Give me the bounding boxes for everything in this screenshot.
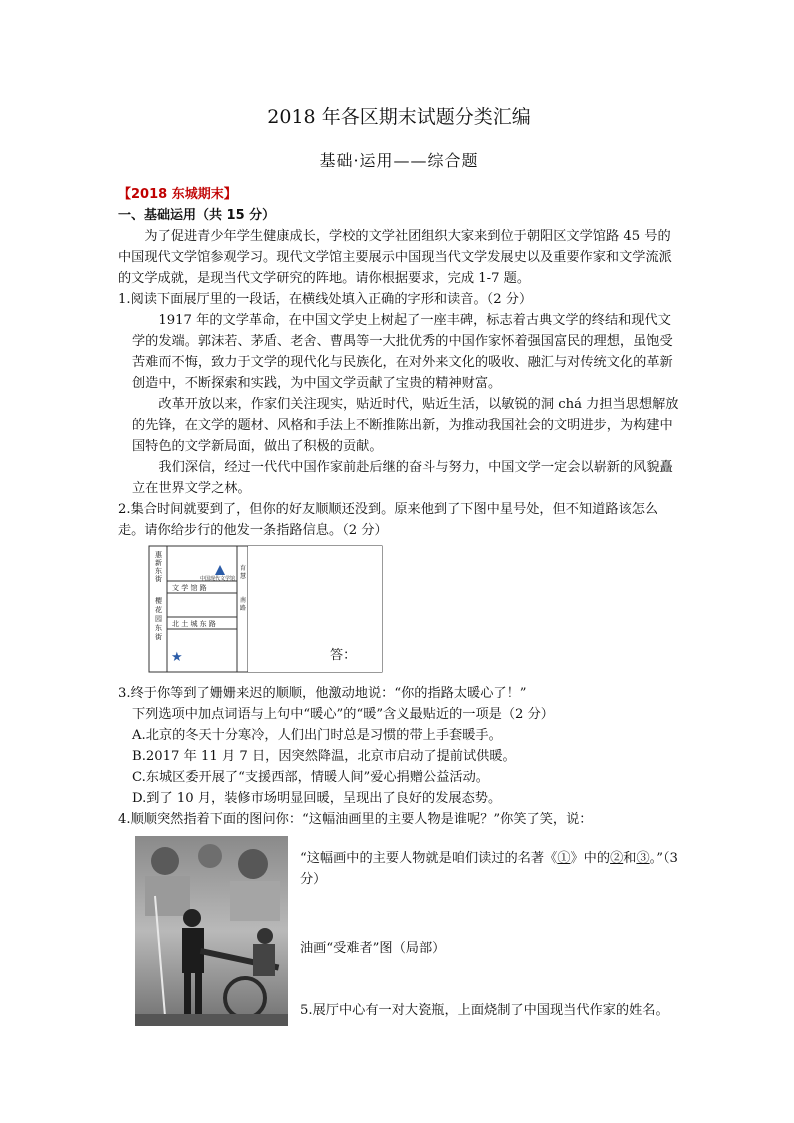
- option-d: D.到了 10 月，装修市场明显回暖，呈现出了良好的发展态势。: [132, 791, 502, 806]
- map-street-char: 园: [155, 615, 162, 623]
- option-a: A.北京的冬天十分寒冷，人们出门时总是习惯的带上手套暖手。: [132, 728, 502, 743]
- painting-illustration: [135, 836, 288, 1026]
- map-street-char: 新: [155, 559, 162, 567]
- question-3-stem-2: 下列选项中加点词语与上句中“暖心”的“暖”含义最贴近的一项是（2 分）: [132, 707, 554, 722]
- oil-painting-image: [135, 836, 288, 1026]
- answer-part-d: 。”（3 分）: [300, 851, 678, 887]
- blank-3: ③: [636, 851, 650, 866]
- map-street-char: 樱: [155, 597, 162, 605]
- document-page: [118, 104, 680, 1026]
- answer-part-a: “这幅画中的主要人物就是咱们读过的名著《: [300, 851, 558, 866]
- question-1-stem: 1.阅读下面展厅里的一段话，在横线处填入正确的字形和读音。（2 分）: [118, 292, 533, 307]
- answer-part-b: 》中的: [570, 851, 611, 866]
- answer-label: 答：: [330, 648, 357, 663]
- question-2-stem: 2.集合时间就要到了，但你的好友顺顺还没到。原来他到了下图中星号处，但不知道路该怎么走。请你给步行的他发一条指路信息。（2 分）: [118, 502, 659, 538]
- question-4-stem: 4.顺顺突然指着下面的图问你：“这幅油画里的主要人物是谁呢？”你笑了笑，说：: [118, 812, 593, 827]
- q1-paragraph-3: 我们深信，经过一代代中国作家前赴后继的奋斗与努力，中国文学一定会以崭新的风貌矗立在世界文学之林。: [132, 460, 673, 496]
- figure-row: [118, 836, 680, 1026]
- left-street-label-1: [155, 550, 163, 583]
- q1-paragraph-2: 改革开放以来，作家们关注现实，贴近时代，贴近生活，以敏锐的洞 chá 力担当思想解放的先锋，在文学的题材、风格和手法上不断推陈出新，为推动我国社会的文明进步，为构建中国特色的文学新局面，做出了积极的贡献。: [132, 397, 679, 454]
- road-bottom-label: 北 土 城 东 路: [172, 620, 216, 628]
- answer-part-c: 和: [623, 851, 637, 866]
- map-street-char: 育: [240, 565, 247, 572]
- map-street-char: 花: [155, 606, 162, 614]
- star-location-icon: ★: [171, 650, 183, 665]
- option-c: C.东城区委开展了“支援西部，情暖人间”爱心捐赠公益活动。: [132, 770, 489, 785]
- q1-paragraph-1: 1917 年的文学革命，在中国文学史上树起了一座丰碑，标志着古典文学的终结和现代文学的发端。郭沫若、茅盾、老舍、曹禺等一大批优秀的中国作家怀着强国富民的理想，虽饱受苦难而不悔，致力于文学的现代化与民族化，在对外来文化的吸收、融汇与对传统文化的革新创造中，不断探索和实践，为中国文学贡献了宝贵的精神财富。: [132, 313, 673, 391]
- map-row: [118, 545, 680, 675]
- map-street-char: 南: [240, 597, 247, 604]
- figure-caption: 油画“受难者”图（局部）: [300, 941, 446, 956]
- map-street-char: 东: [155, 624, 162, 632]
- section-heading: 一、基础运用（共 15 分）: [118, 208, 276, 223]
- page-subtitle: 基础·运用——综合题: [319, 151, 479, 170]
- region-label: 【2018 东城期末】: [118, 187, 237, 202]
- map-street-char: 慧: [240, 573, 247, 580]
- blank-2: ②: [610, 851, 624, 866]
- page-title: 2018 年各区期末试题分类汇编: [267, 106, 531, 128]
- option-b: B.2017 年 11 月 7 日，因突然降温，北京市启动了提前试供暖。: [132, 749, 516, 764]
- road-top-label: 文 学 馆 路: [172, 584, 207, 592]
- map-street-char: 惠: [155, 551, 162, 559]
- map-street-char: 路: [240, 605, 247, 612]
- left-street-label-2: [155, 596, 163, 641]
- map-street-char: 东: [155, 567, 162, 575]
- intro-paragraph: 为了促进青少年学生健康成长，学校的文学社团组织大家来到位于朝阳区文学馆路 45 号的中国现代文学馆参观学习。现代文学馆主要展示中国现当代文学发展史以及重要作家和文学流派的文学成就，是现当代文学研究的阵地。请你根据要求，完成 1-7 题。: [118, 229, 672, 286]
- blank-1: ①: [557, 851, 571, 866]
- museum-label: 中国现代文学馆: [200, 576, 236, 582]
- question-3-stem: 3.终于你等到了姗姗来迟的顺顺，他激动地说：“你的指路太暖心了！”: [118, 686, 527, 701]
- map-street-char: 街: [155, 575, 162, 583]
- question-5-stem: 5.展厅中心有一对大瓷瓶，上面烧制了中国现当代作家的姓名。: [300, 1003, 669, 1018]
- question-4-answer: [300, 848, 680, 890]
- map-street-char: 街: [155, 633, 162, 641]
